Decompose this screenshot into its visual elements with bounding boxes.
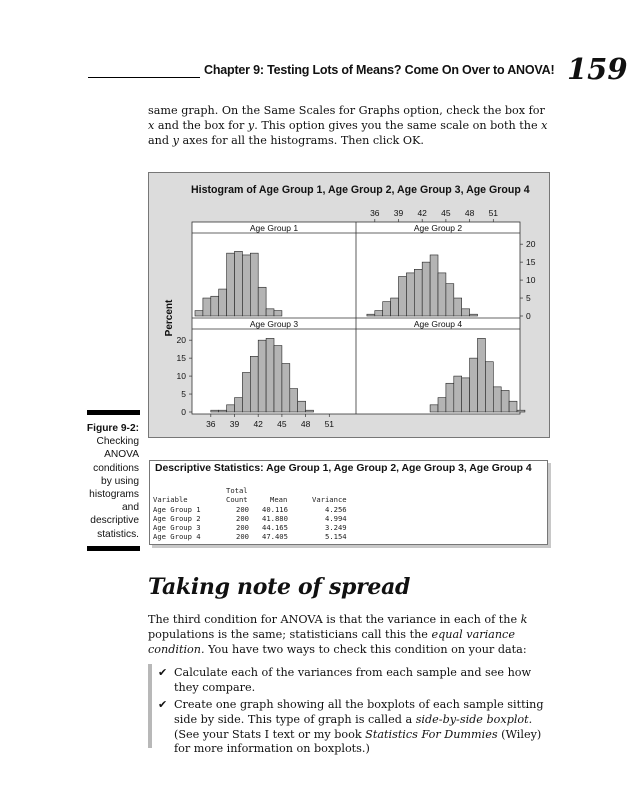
x-tick-label: 42: [253, 419, 263, 429]
stats-header-variable: Variable: [153, 495, 188, 504]
chapter-title: Chapter 9: Testing Lots of Means? Come On Over to ANOVA!: [204, 63, 555, 77]
checkmark-icon: ✔: [158, 666, 168, 679]
list-item: ✔ Calculate each of the variances from each sample and see how they compare.: [158, 666, 532, 694]
page-number: 159: [567, 52, 628, 86]
histogram-bar: [391, 298, 399, 316]
x-tick-label: 45: [277, 419, 287, 429]
stats-row-mean: 47.405: [262, 532, 288, 541]
stats-row-variance: 4.256: [325, 505, 347, 514]
stats-row-count: 200: [236, 523, 249, 532]
y-tick-label: 0: [181, 407, 186, 417]
stats-row-variance: 3.249: [325, 523, 347, 532]
x-tick-label: 51: [488, 208, 499, 218]
histogram-bar: [227, 405, 235, 412]
histogram-bar: [274, 311, 282, 316]
x-tick-label: 48: [300, 419, 311, 429]
section-heading: Taking note of spread: [148, 574, 411, 600]
histogram-bar: [235, 251, 243, 316]
histogram-title: Histogram of Age Group 1, Age Group 2, Age Group 3, Age Group 4: [191, 184, 530, 196]
histogram-bar: [399, 277, 407, 317]
stats-row-mean: 44.165: [262, 523, 288, 532]
histogram-bar: [250, 253, 258, 316]
histogram-bar: [422, 262, 430, 316]
histogram-bar: [454, 298, 462, 316]
stats-row-variance: 5.154: [325, 532, 347, 541]
panel-label: Age Group 3: [249, 319, 299, 329]
y-axis-title: Percent: [164, 299, 175, 337]
histogram-bar: [219, 410, 227, 412]
panel-label: Age Group 4: [413, 319, 463, 329]
stats-row-variance: 4.994: [325, 514, 347, 523]
histogram-bar: [509, 401, 517, 412]
stats-header-count: Count: [226, 495, 248, 504]
y-tick-label: 20: [176, 335, 186, 346]
histogram-bar: [485, 362, 493, 412]
panel-label: Age Group 2: [413, 223, 463, 233]
histogram-bar: [446, 383, 454, 412]
histogram-bar: [242, 255, 250, 316]
histogram-bar: [375, 311, 383, 316]
histogram-bar: [227, 253, 235, 316]
histogram-bar: [274, 346, 282, 412]
histogram-bar: [406, 273, 414, 316]
histogram-bar: [367, 314, 375, 316]
y-tick-label: 10: [526, 275, 536, 286]
histogram-bar: [258, 340, 266, 412]
histogram-bar: [438, 398, 446, 412]
x-tick-label: 45: [441, 208, 451, 218]
histogram-bar: [383, 302, 391, 316]
histogram-bar: [430, 405, 438, 412]
x-tick-label: 42: [417, 208, 427, 218]
histogram-bar: [446, 284, 454, 316]
caption-rule-bottom: [87, 546, 140, 551]
y-tick-label: 5: [181, 389, 186, 400]
histogram-bar: [470, 314, 478, 316]
panel-label: Age Group 1: [249, 223, 299, 233]
histogram-bar: [290, 389, 298, 412]
histogram-bar: [211, 410, 219, 412]
stats-row-variable: Age Group 4: [153, 532, 201, 541]
histogram-bar: [211, 296, 219, 316]
histogram-bar: [438, 273, 446, 316]
x-tick-label: 48: [464, 208, 475, 218]
histogram-bar: [462, 309, 470, 316]
stats-header-variance: Variance: [312, 495, 347, 504]
histogram-bar: [195, 311, 203, 316]
bullet-list-bar: [148, 664, 152, 748]
caption-rule-top: [87, 410, 140, 415]
histogram-bar: [235, 398, 243, 412]
stats-row-variable: Age Group 2: [153, 514, 201, 523]
histogram-bar: [462, 378, 470, 412]
stats-row-count: 200: [236, 532, 249, 541]
histogram-bar: [493, 387, 501, 412]
stats-header-total: Total: [226, 486, 248, 495]
y-tick-label: 15: [176, 353, 186, 364]
x-tick-label: 36: [370, 208, 380, 218]
histogram-bar: [242, 373, 250, 413]
histogram-bar: [517, 410, 525, 412]
histogram-bar: [258, 287, 266, 316]
histogram-bar: [414, 269, 422, 316]
histogram-bar: [454, 376, 462, 412]
header-rule: [88, 77, 200, 78]
y-tick-label: 5: [526, 293, 531, 304]
y-tick-label: 0: [526, 311, 531, 321]
histogram-bar: [266, 338, 274, 412]
checkmark-icon: ✔: [158, 698, 168, 711]
histogram-bar: [306, 410, 314, 412]
intro-paragraph: same graph. On the Same Scales for Graphs option, check the box for x and the box for y. This option gives you the same scale on both the x and y axes for all the histograms. Then click OK.: [148, 104, 548, 147]
y-tick-label: 15: [526, 257, 536, 268]
histogram-bar: [266, 309, 274, 316]
stats-row-variable: Age Group 3: [153, 523, 201, 532]
y-tick-label: 20: [526, 239, 536, 250]
stats-row-count: 200: [236, 514, 249, 523]
histogram-bar: [501, 390, 509, 412]
histogram-bar: [470, 358, 478, 412]
stats-row-count: 200: [236, 505, 249, 514]
histogram-chart: [148, 172, 550, 438]
y-tick-label: 10: [176, 371, 186, 382]
x-tick-label: 51: [324, 419, 335, 429]
x-tick-label: 36: [206, 419, 216, 429]
figure-caption: Figure 9-2: Checking ANOVA conditions by using histograms and descriptive statistics.: [86, 423, 139, 540]
x-tick-label: 39: [393, 208, 404, 218]
histogram-bar: [430, 255, 438, 316]
histogram-bar: [219, 289, 227, 316]
list-item: ✔ Create one graph showing all the boxplots of each sample sitting side by side. This type of graph is called a side-by-side boxplot. (See your Stats I text or my book Statistics For Dummies (Wiley) for more information on boxplots.): [158, 698, 544, 756]
histogram-bar: [203, 298, 211, 316]
x-tick-label: 39: [229, 419, 240, 429]
histogram-bar: [298, 401, 306, 412]
histogram-bar: [478, 338, 486, 412]
stats-row-mean: 41.880: [262, 514, 288, 523]
histogram-bar: [250, 356, 258, 412]
stats-title: Descriptive Statistics: Age Group 1, Age Group 2, Age Group 3, Age Group 4: [155, 463, 532, 474]
histogram-bar: [282, 364, 290, 412]
stats-row-mean: 40.116: [262, 505, 288, 514]
section-paragraph: The third condition for ANOVA is that the variance in each of the k populations is the same; statisticians call this the equal variance condition. You have two ways to check this condition on your data:: [148, 613, 528, 656]
stats-row-variable: Age Group 1: [153, 505, 201, 514]
stats-header-mean: Mean: [270, 495, 288, 504]
